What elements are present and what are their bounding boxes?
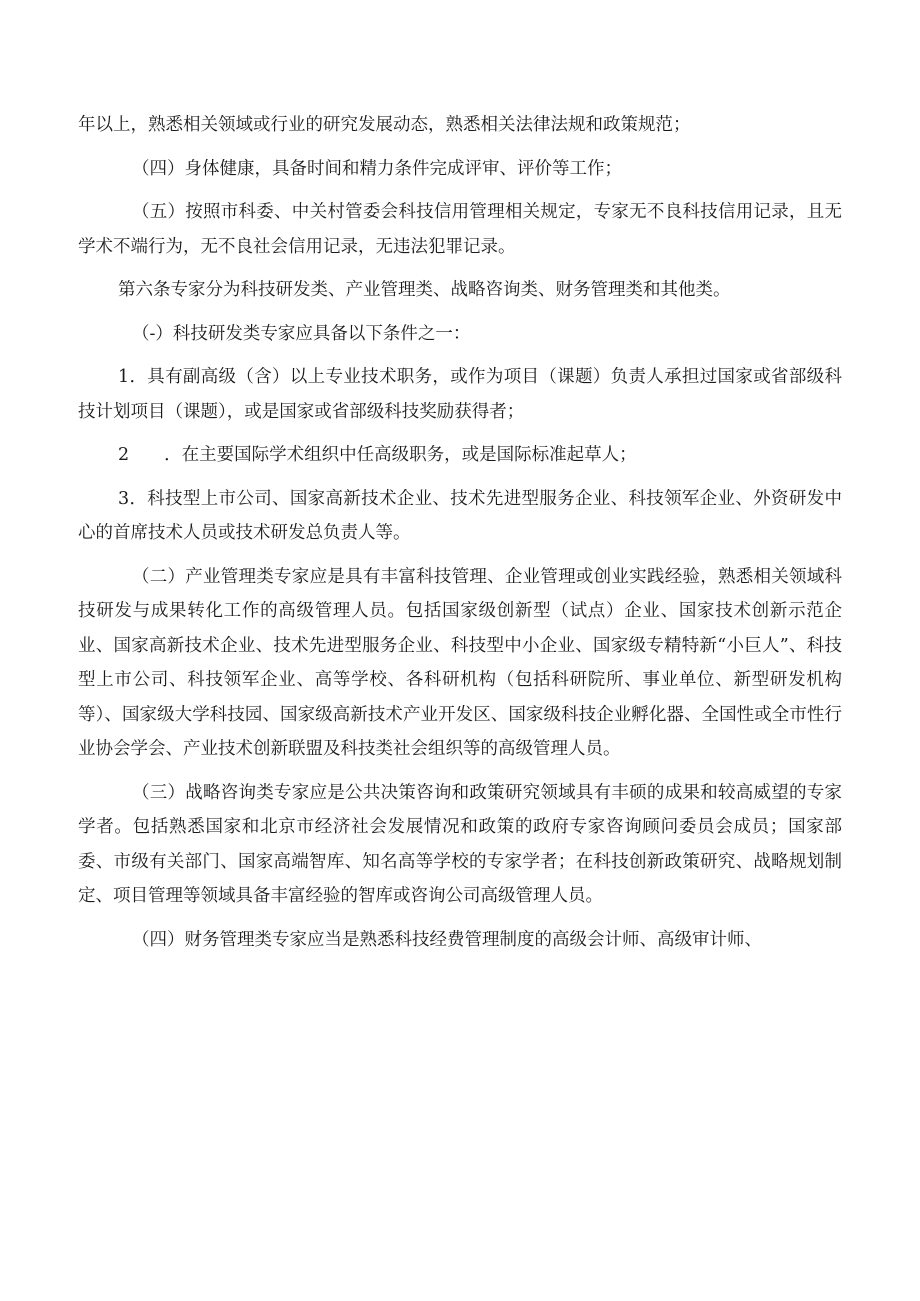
paragraph-finance-category: （四）财务管理类专家应当是熟悉科技经费管理制度的高级会计师、高级审计师、 <box>132 929 762 950</box>
paragraph-condition-1: 1．具有副高级（含）以上专业技术职务，或作为项目（课题）负责人承担过国家或省部级科技计划项目（课题），或是国家或省部级科技奖励获得者； <box>78 367 842 422</box>
paragraph-article-6: 第六条专家分为科技研发类、产业管理类、战略咨询类、财务管理类和其他类。 <box>118 280 731 300</box>
document-body <box>78 108 842 957</box>
paragraph-item-5: （五）按照市科委、中关村管委会科技信用管理相关规定，专家无不良科技信用记录，且无学术不端行为，无不良社会信用记录，无违法犯罪记录。 <box>78 202 842 257</box>
paragraph-item-4: （四）身体健康，具备时间和精力条件完成评审、评价等工作； <box>132 158 622 179</box>
paragraph-research-category: （-）科技研发类专家应具备以下条件之一： <box>132 323 471 344</box>
paragraph-continuation: 年以上，熟悉相关领域或行业的研究发展动态，熟悉相关法律法规和政策规范； <box>78 115 691 135</box>
paragraph-industry-category: （二）产业管理类专家应是具有丰富科技管理、企业管理或创业实践经验，熟悉相关领域科技研发与成果转化工作的高级管理人员。包括国家级创新型（试点）企业、国家技术创新示范企业、国家高新技术企业、技术先进型服务企业、科技型中小企业、国家级专精特新“小巨人”、科技型上市公司、科技领军企业、高等学校、各科研机构（包括科研院所、事业单位、新型研发机构等）、国家级大学科技园、国家级高新技术产业开发区、国家级科技企业孵化器、全国性或全市性行业协会学会、产业技术创新联盟及科技类社会组织等的高级管理人员。 <box>78 566 842 759</box>
paragraph-strategy-category: （三）战略咨询类专家应是公共决策咨询和政策研究领域具有丰硕的成果和较高威望的专家学者。包括熟悉国家和北京市经济社会发展情况和政策的政府专家咨询顾问委员会成员；国家部委、市级有关部门、国家高端智库、知名高等学校的专家学者；在科技创新政策研究、战略规划制定、项目管理等领域具备丰富经验的智库或咨询公司高级管理人员。 <box>78 782 842 906</box>
paragraph-condition-3: 3．科技型上市公司、国家高新技术企业、技术先进型服务企业、科技领军企业、外资研发中心的首席技术人员或技术研发总负责人等。 <box>78 488 842 543</box>
paragraph-condition-2: 2 ．在主要国际学术组织中任高级职务，或是国际标准起草人； <box>118 445 637 465</box>
